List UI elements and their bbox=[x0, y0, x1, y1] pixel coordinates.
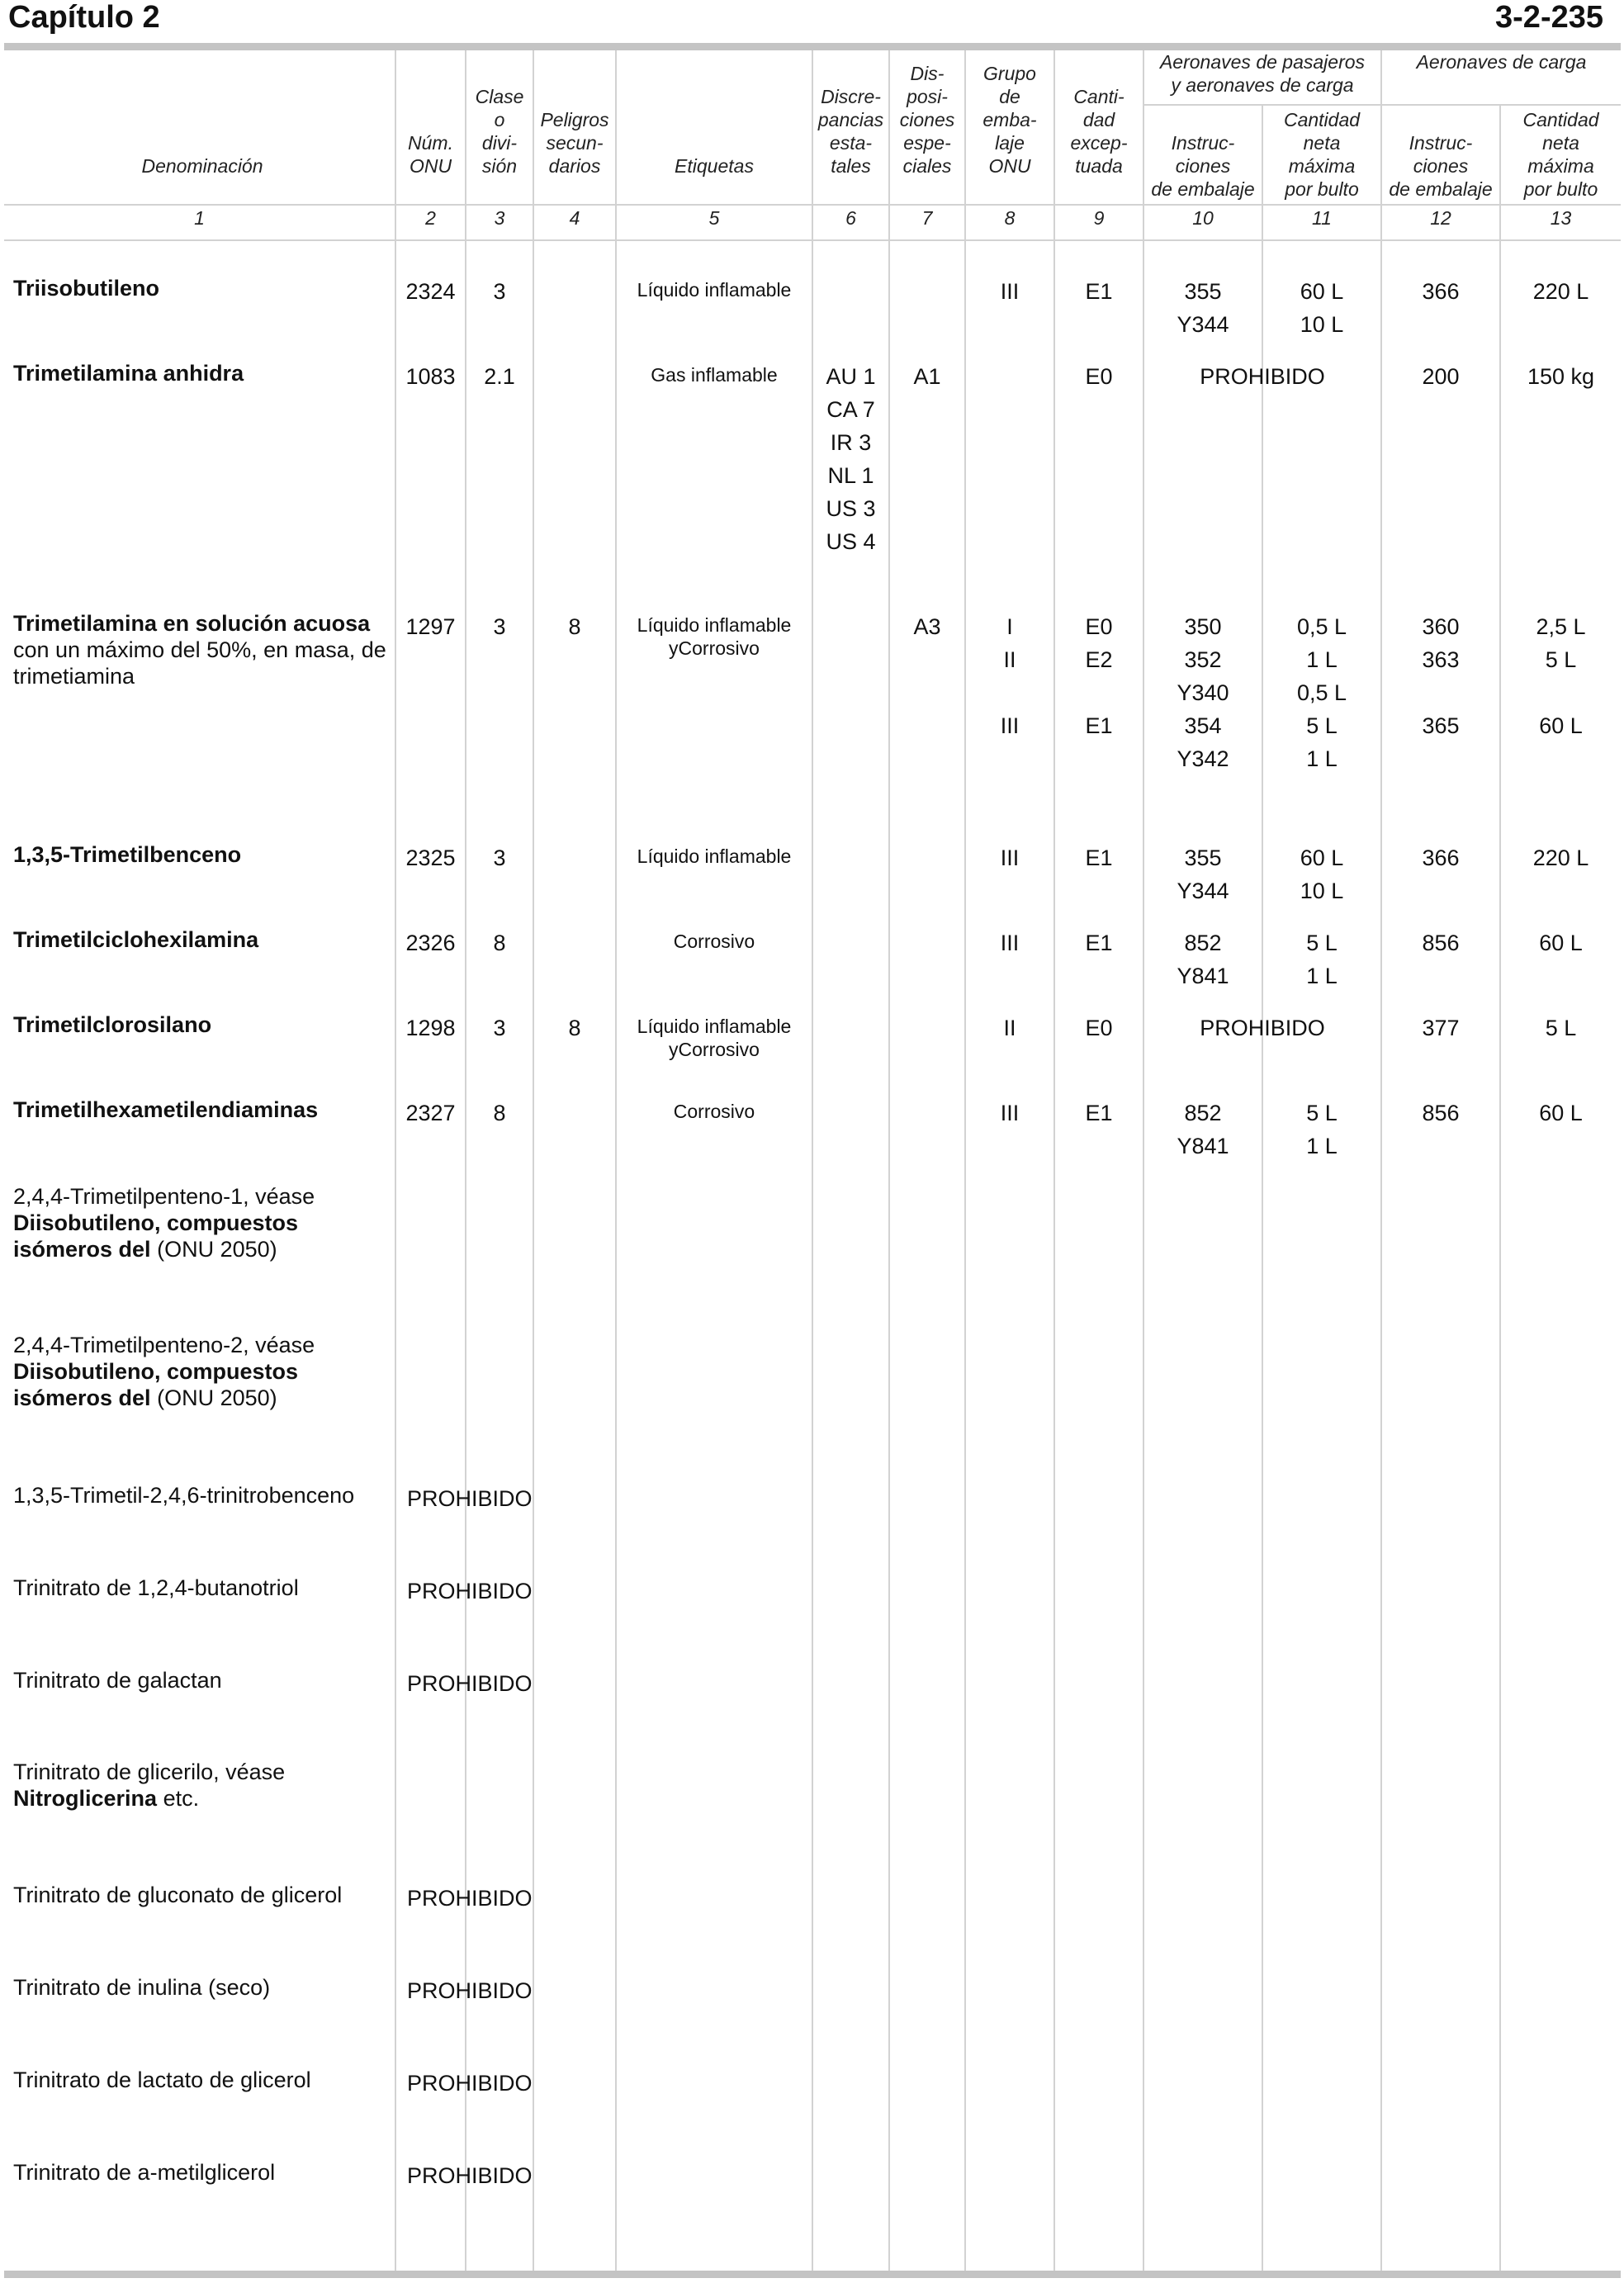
header-denominacion: Denominación bbox=[141, 155, 263, 177]
clase: 3 bbox=[493, 614, 506, 639]
bottom-rule bbox=[4, 2271, 1621, 2278]
etiquetas: Líquido inflamable bbox=[637, 279, 792, 301]
col-line bbox=[1262, 105, 1263, 2271]
col-line bbox=[533, 50, 534, 2271]
substance-name: Triisobutileno bbox=[13, 276, 160, 301]
cantidad-exceptuada: E0 E2 E1 bbox=[1085, 614, 1113, 738]
cargo-cantidad: 220 L bbox=[1532, 279, 1589, 304]
clase: 8 bbox=[493, 1101, 506, 1125]
grupo-embalaje: III bbox=[1000, 845, 1020, 870]
clase: 3 bbox=[493, 279, 506, 304]
column-number: 2 bbox=[425, 207, 436, 229]
header-clase: Clase o divi- sión bbox=[475, 86, 524, 177]
colnum-divider bbox=[4, 239, 1621, 241]
disposiciones: A3 bbox=[913, 614, 941, 639]
header-cantidad-cargo: Cantidad neta máxima por bulto bbox=[1522, 109, 1599, 200]
num-onu: 1083 bbox=[405, 364, 456, 389]
pax-instrucciones: 350 352 Y340 354 Y342 bbox=[1177, 614, 1229, 771]
pax-cantidad: 60 L 10 L bbox=[1300, 845, 1344, 903]
grupo-embalaje: III bbox=[1000, 1101, 1020, 1125]
header-etiquetas: Etiquetas bbox=[675, 155, 754, 177]
page-number: 3-2-235 bbox=[1495, 0, 1603, 35]
substance-name: Trimetilamina en solución acuosa con un máximo del 50%, en masa, de trimetiamina bbox=[13, 611, 386, 689]
substance-name: Trinitrato de inulina (seco) bbox=[13, 1975, 271, 2000]
cargo-instrucciones: 366 bbox=[1422, 845, 1460, 870]
peligros-secundarios: 8 bbox=[568, 1016, 581, 1040]
substance-name: 1,3,5-Trimetilbenceno bbox=[13, 842, 242, 867]
grupo-embalaje: II bbox=[1003, 1016, 1016, 1040]
column-number: 7 bbox=[921, 207, 933, 229]
column-number: 11 bbox=[1312, 207, 1332, 229]
substance-name: Trimetilhexametilendiaminas bbox=[13, 1097, 319, 1122]
header-pasajeros-group: Aeronaves de pasajeros y aeronaves de carga bbox=[1159, 51, 1366, 96]
header-grupo: Grupo de emba- laje ONU bbox=[982, 63, 1037, 177]
header-instrucciones-cargo: Instruc- ciones de embalaje bbox=[1389, 132, 1493, 200]
cargo-cantidad: 2,5 L 5 L 60 L bbox=[1536, 614, 1586, 738]
num-onu: 1298 bbox=[405, 1016, 456, 1040]
pax-instrucciones: 355 Y344 bbox=[1177, 845, 1229, 903]
pax-instrucciones: 852 Y841 bbox=[1177, 1101, 1229, 1158]
pax-prohibido: PROHIBIDO bbox=[1200, 1016, 1325, 1040]
pax-cantidad: 5 L 1 L bbox=[1306, 931, 1338, 988]
etiquetas: Líquido inflamable yCorrosivo bbox=[637, 614, 792, 659]
cargo-instrucciones: 856 bbox=[1422, 931, 1460, 955]
column-number: 5 bbox=[708, 207, 720, 229]
header-cantidad-pax: Cantidad neta máxima por bulto bbox=[1283, 109, 1361, 200]
clase: 8 bbox=[493, 931, 506, 955]
header-num-onu: Núm. ONU bbox=[408, 132, 453, 177]
see-also-entry: Trinitrato de glicerilo, véase Nitroglicerina etc. bbox=[13, 1760, 286, 1811]
header-discrepancias: Discre- pancias esta- tales bbox=[817, 86, 884, 177]
header-peligros: Peligros secun- darios bbox=[540, 109, 609, 177]
etiquetas: Líquido inflamable yCorrosivo bbox=[637, 1016, 792, 1060]
peligros-secundarios: 8 bbox=[568, 614, 581, 639]
cargo-cantidad: 5 L bbox=[1545, 1016, 1577, 1040]
substance-name: Trimetilamina anhidra bbox=[13, 361, 244, 386]
cargo-instrucciones: 360 363 365 bbox=[1422, 614, 1460, 738]
prohibido-status: PROHIBIDO bbox=[407, 1671, 533, 1696]
page-header bbox=[8, 0, 1620, 38]
grupo-embalaje: I II III bbox=[1000, 614, 1020, 738]
cargo-instrucciones: 200 bbox=[1422, 364, 1460, 389]
cargo-cantidad: 220 L bbox=[1532, 845, 1589, 870]
grupo-embalaje: III bbox=[1000, 279, 1020, 304]
col-line bbox=[1499, 105, 1501, 2271]
see-also-entry: 2,4,4-Trimetilpenteno-2, véase Diisobutileno, compuestos isómeros del (ONU 2050) bbox=[13, 1333, 315, 1410]
prohibido-status: PROHIBIDO bbox=[407, 1579, 533, 1603]
header-carga-group: Aeronaves de carga bbox=[1416, 51, 1587, 73]
substance-name: Trimetilclorosilano bbox=[13, 1012, 212, 1037]
header-disposiciones: Dis- posi- ciones espe- ciales bbox=[899, 63, 955, 177]
column-number: 4 bbox=[569, 207, 580, 229]
column-number: 9 bbox=[1093, 207, 1105, 229]
num-onu: 2324 bbox=[405, 279, 456, 304]
disposiciones: A1 bbox=[913, 364, 941, 389]
prohibido-status: PROHIBIDO bbox=[407, 1978, 533, 2003]
pax-cantidad: 0,5 L 1 L 0,5 L 5 L 1 L bbox=[1296, 614, 1347, 771]
grupo-embalaje: III bbox=[1000, 931, 1020, 955]
column-number: 1 bbox=[194, 207, 205, 229]
substance-name: 1,3,5-Trimetil-2,4,6-trinitrobenceno bbox=[13, 1483, 355, 1508]
substance-name: Trinitrato de 1,2,4-butanotriol bbox=[13, 1575, 299, 1600]
pax-cantidad: 60 L 10 L bbox=[1300, 279, 1344, 337]
group-divider bbox=[1144, 104, 1621, 106]
cargo-cantidad: 60 L bbox=[1539, 1101, 1583, 1125]
substance-name: Trinitrato de lactato de glicerol bbox=[13, 2067, 311, 2092]
etiquetas: Corrosivo bbox=[673, 931, 755, 952]
cantidad-exceptuada: E0 bbox=[1085, 1016, 1113, 1040]
header-divider bbox=[4, 204, 1621, 206]
see-also-entry: 2,4,4-Trimetilpenteno-1, véase Diisobutileno, compuestos isómeros del (ONU 2050) bbox=[13, 1184, 315, 1262]
etiquetas: Líquido inflamable bbox=[637, 845, 792, 867]
column-number: 10 bbox=[1192, 207, 1214, 229]
substance-name: Trinitrato de a-metilglicerol bbox=[13, 2160, 276, 2185]
num-onu: 1297 bbox=[405, 614, 456, 639]
pax-cantidad: 5 L 1 L bbox=[1306, 1101, 1338, 1158]
column-number: 13 bbox=[1550, 207, 1572, 229]
pax-prohibido: PROHIBIDO bbox=[1200, 364, 1325, 389]
pax-instrucciones: 355 Y344 bbox=[1177, 279, 1229, 337]
clase: 3 bbox=[493, 845, 506, 870]
pax-instrucciones: 852 Y841 bbox=[1177, 931, 1229, 988]
prohibido-status: PROHIBIDO bbox=[407, 2071, 533, 2096]
num-onu: 2327 bbox=[405, 1101, 456, 1125]
prohibido-status: PROHIBIDO bbox=[407, 2163, 533, 2188]
cantidad-exceptuada: E1 bbox=[1085, 279, 1113, 304]
column-number: 6 bbox=[845, 207, 856, 229]
discrepancias: AU 1 CA 7 IR 3 NL 1 US 3 US 4 bbox=[826, 364, 876, 554]
etiquetas: Gas inflamable bbox=[651, 364, 778, 386]
top-rule bbox=[4, 43, 1621, 50]
column-number: 12 bbox=[1430, 207, 1451, 229]
substance-name: Trimetilciclohexilamina bbox=[13, 927, 259, 952]
cantidad-exceptuada: E1 bbox=[1085, 931, 1113, 955]
substance-name: Trinitrato de gluconato de glicerol bbox=[13, 1883, 343, 1907]
cargo-instrucciones: 856 bbox=[1422, 1101, 1460, 1125]
clase: 2.1 bbox=[484, 364, 515, 389]
substance-name: Trinitrato de galactan bbox=[13, 1668, 222, 1693]
cargo-cantidad: 60 L bbox=[1539, 931, 1583, 955]
cantidad-exceptuada: E1 bbox=[1085, 1101, 1113, 1125]
cargo-cantidad: 150 kg bbox=[1527, 364, 1595, 389]
num-onu: 2326 bbox=[405, 931, 456, 955]
prohibido-status: PROHIBIDO bbox=[407, 1886, 533, 1911]
cantidad-exceptuada: E0 bbox=[1085, 364, 1113, 389]
header-cantidad-exceptuada: Canti- dad excep- tuada bbox=[1070, 86, 1128, 177]
chapter-title: Capítulo 2 bbox=[8, 0, 160, 35]
cargo-instrucciones: 377 bbox=[1422, 1016, 1460, 1040]
etiquetas: Corrosivo bbox=[673, 1101, 755, 1122]
num-onu: 2325 bbox=[405, 845, 456, 870]
cantidad-exceptuada: E1 bbox=[1085, 845, 1113, 870]
clase: 3 bbox=[493, 1016, 506, 1040]
col-line bbox=[964, 50, 966, 2271]
header-instrucciones-pax: Instruc- ciones de embalaje bbox=[1151, 132, 1255, 200]
cargo-instrucciones: 366 bbox=[1422, 279, 1460, 304]
column-number: 8 bbox=[1004, 207, 1016, 229]
column-number: 3 bbox=[494, 207, 505, 229]
prohibido-status: PROHIBIDO bbox=[407, 1486, 533, 1511]
